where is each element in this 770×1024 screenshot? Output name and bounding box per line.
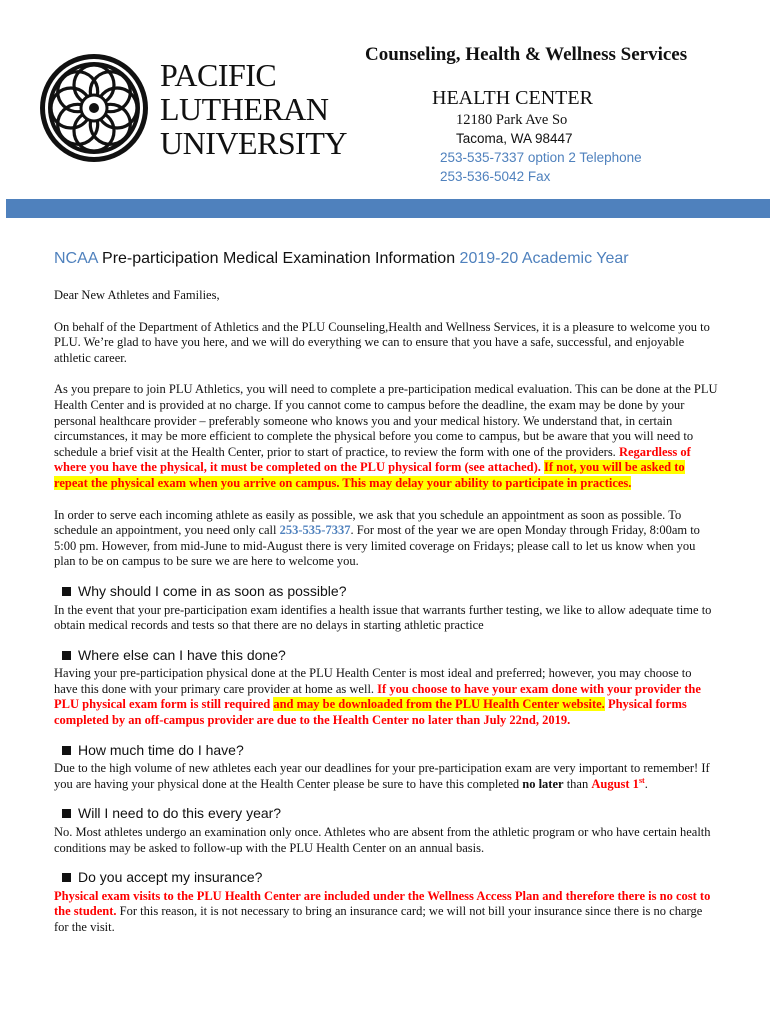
- faq-answer-2-deadline: Physical forms completed by an off-campus provider are due to the Health Center no later than July 22nd, 2019.: [54, 697, 687, 728]
- title-prefix: NCAA: [54, 250, 98, 267]
- address-street: 12180 Park Ave So: [456, 112, 568, 128]
- schedule-paragraph: [54, 508, 718, 570]
- faq-heading-2: [54, 648, 718, 665]
- faq-answer-5: [54, 889, 718, 936]
- prepare-text: As you prepare to join PLU Athletics, you will need to complete a pre-participation medical evaluation. This can be done at the PLU Health Center and is provided at no charge. If you cannot come to campus before the deadline, the exam may be done by your personal healthcare provider – preferably someone who knows you and your medical history. We understand that, in certain circumstances, it may be more efficient to complete the physical before you come to campus, but be aware that you will need to schedule a brief visit at the Health Center, prior to start of practice, to review the form with one of the providers.: [54, 382, 718, 459]
- intro-paragraph: On behalf of the Department of Athletics and the PLU Counseling,Health and Wellness Services, it is a pleasure to welcome you to PLU. We’re glad to have you here, and we will do everything we can to ensure that you have a safe, successful, and enjoyable athletic career.: [54, 319, 710, 365]
- square-bullet-icon: [62, 587, 71, 596]
- faq-heading-2-text: Where else can I have this done?: [78, 646, 286, 663]
- faq-answer-2-warning: If you choose to have your exam done with your provider the PLU physical exam form is still required: [54, 681, 701, 712]
- faq-answer-2-highlight: and may be downloaded from the PLU Health Center website.: [273, 697, 605, 712]
- faq-answer-2: [54, 666, 718, 728]
- date-suffix: st: [638, 775, 645, 785]
- greeting: Dear New Athletes and Families,: [54, 288, 220, 302]
- university-name-line-2: LUTHERAN: [160, 91, 329, 127]
- faq-answer-4: No. Most athletes undergo an examination only once. Athletes who are absent from the athletic program or who have certain health conditions may be asked to follow-up with the PLU Health Center on an annual basis.: [54, 825, 711, 855]
- faq-heading-3: [54, 743, 718, 760]
- faq-answer-3-text: Due to the high volume of new athletes each year our deadlines for your pre-participation exam are very important to remember! If you are having your physical done at the Health Center please be sure to have this completed: [54, 761, 710, 791]
- faq-answer-5-text: For this reason, it is not necessary to bring an insurance card; we will not bill your insurance since there is no charge for the visit.: [54, 904, 703, 934]
- university-name-line-1: PACIFIC: [160, 57, 277, 93]
- title-main: Pre-participation Medical Examination Information: [102, 250, 456, 267]
- schedule-phone-link[interactable]: 253-535-7337: [279, 523, 351, 538]
- prepare-warning: Regardless of where you have the physical, it must be completed on the PLU physical form (see attached).: [54, 444, 691, 475]
- faq-answer-3-date: [591, 777, 644, 791]
- faq-heading-5-text: Do you accept my insurance?: [78, 869, 263, 886]
- university-name-line-3: UNIVERSITY: [160, 125, 347, 161]
- faq-heading-3-text: How much time do I have?: [78, 741, 244, 758]
- fax-number: 253-536-5042 Fax: [440, 169, 551, 184]
- faq-answer-3-bold: no later: [522, 776, 564, 791]
- title-year: 2019-20 Academic Year: [459, 250, 629, 267]
- prepare-highlight: If not, you will be asked to repeat the physical exam when you arrive on campus. This may delay your ability to participate in practices.: [54, 460, 685, 490]
- deadline-date: August 1: [591, 776, 639, 791]
- plu-logo-icon: [38, 52, 150, 164]
- faq-answer-1: In the event that your pre-participation exam identifies a health issue that warrants further testing, we like to allow adequate time to obtain medical records and tests so that there are no delays in starting athletic practice: [54, 602, 712, 633]
- square-bullet-icon: [62, 873, 71, 882]
- header-banner: [6, 199, 770, 218]
- faq-answer-3-than: than: [563, 776, 592, 791]
- office-title: HEALTH CENTER: [432, 87, 593, 109]
- faq-answer-3: [54, 761, 718, 792]
- square-bullet-icon: [62, 809, 71, 818]
- faq-heading-1: [54, 584, 718, 601]
- department-title: Counseling, Health & Wellness Services: [365, 44, 688, 65]
- faq-heading-4: [54, 806, 718, 823]
- faq-answer-3-end: .: [644, 776, 648, 791]
- faq-answer-5-warning: Physical exam visits to the PLU Health Center are included under the Wellness Access Plan and therefore there is no cost to the student.: [54, 888, 711, 919]
- faq-heading-4-text: Will I need to do this every year?: [78, 805, 282, 822]
- phone-number: 253-535-7337 option 2 Telephone: [440, 150, 642, 165]
- square-bullet-icon: [62, 651, 71, 660]
- prepare-paragraph: [54, 382, 718, 491]
- document-title: [54, 250, 629, 268]
- square-bullet-icon: [62, 746, 71, 755]
- faq-answer-2-text: Having your pre-participation physical done at the PLU Health Center is most ideal and preferred; however, you may choose to have this done with your primary care provider at home as well.: [54, 666, 692, 696]
- letter-body: [54, 288, 718, 936]
- university-name: [160, 58, 347, 160]
- schedule-before: In order to serve each incoming athlete as easily as possible, we ask that you schedule an appointment as soon as possible. To schedule an appointment, you need only call: [54, 507, 682, 538]
- schedule-after: . For most of the year we are open Monday through Friday, 8:00am to 5:00 pm. However, from mid-June to mid-August there is very limited coverage on Fridays; please call to let us know when you plan to be on campus to be sure we are here to welcome you.: [54, 523, 700, 569]
- faq-heading-5: [54, 870, 718, 887]
- faq-heading-1-text: Why should I come in as soon as possible?: [78, 582, 347, 599]
- address-city: Tacoma, WA 98447: [456, 131, 573, 146]
